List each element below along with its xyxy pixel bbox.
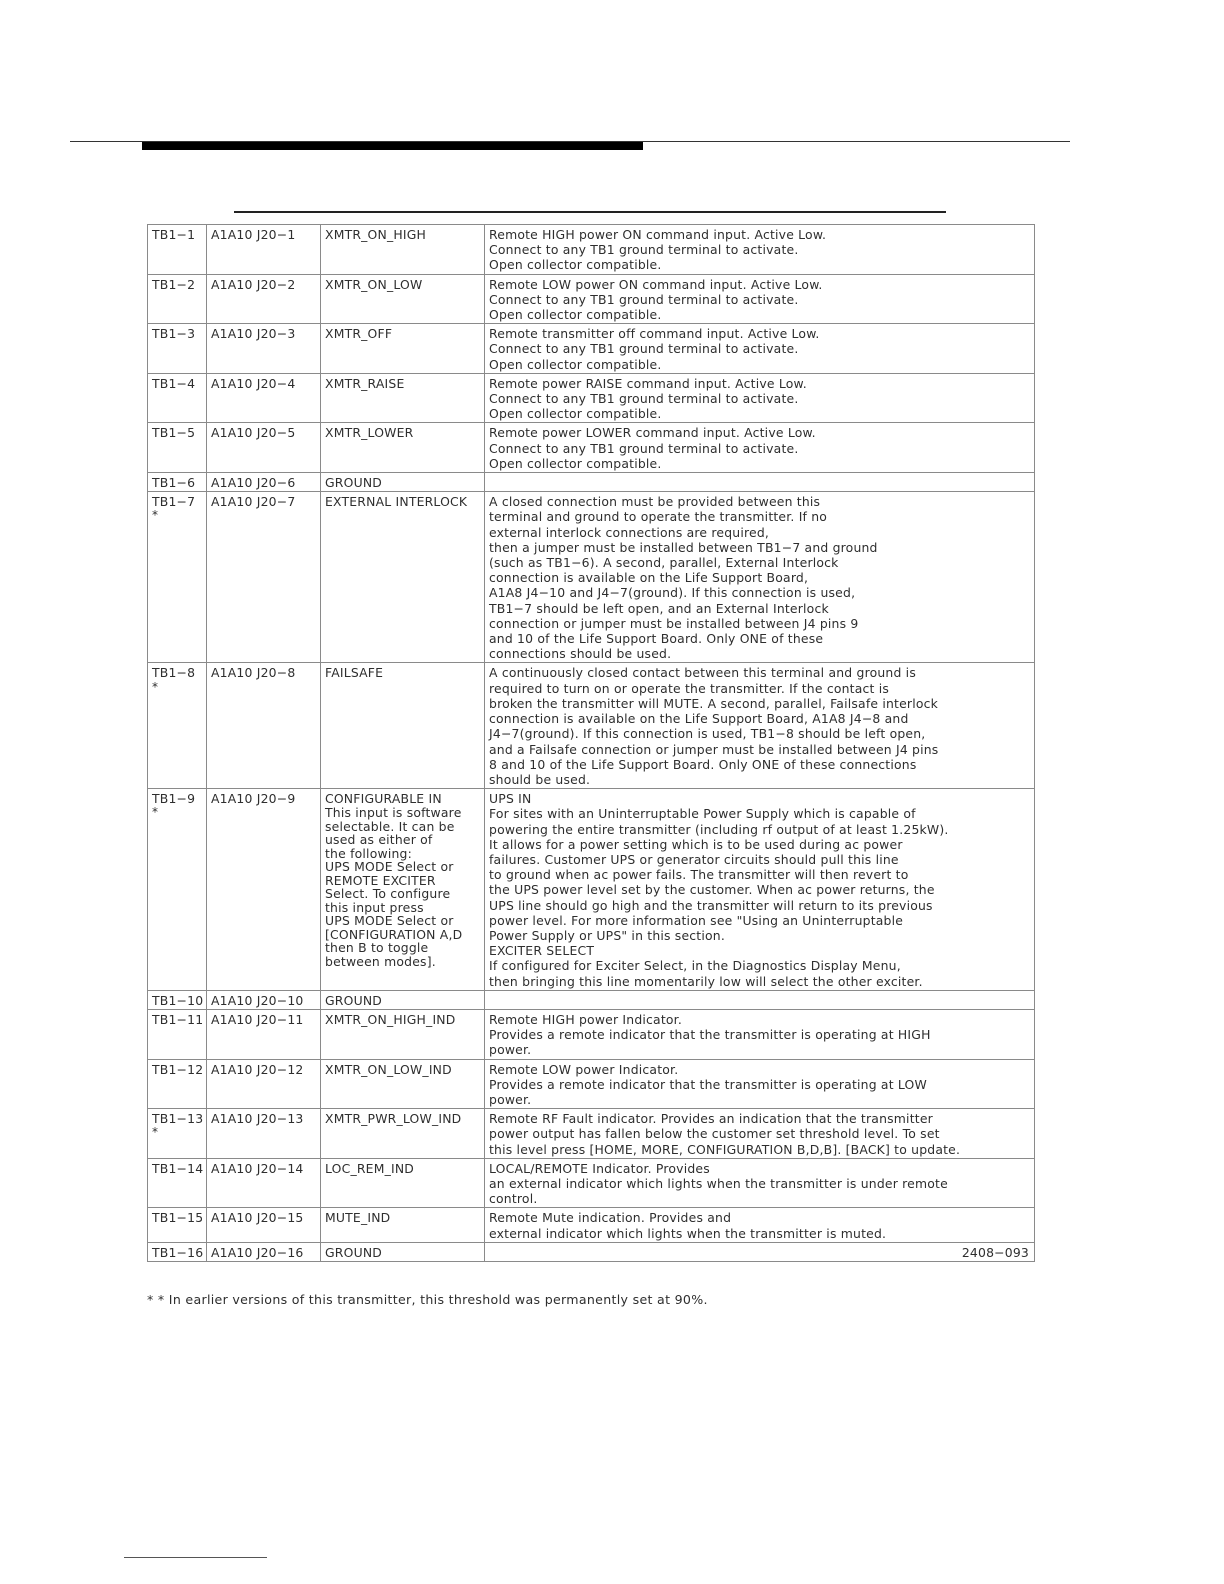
connector-label: A1A10 J20−12 [211,1061,304,1077]
footnote-star: * [152,1125,159,1140]
description-line: It allows for a power setting which is to be used during ac power [489,836,903,852]
footnote-star: * [152,679,159,694]
description-line: Open collector compatible. [489,356,662,372]
description-line: Connect to any TB1 ground terminal to activate. [489,242,799,258]
connector-label: A1A10 J20−6 [211,475,296,491]
terminal-cell [148,225,207,275]
signal-cell [321,423,485,473]
footnote-star: * [152,508,159,523]
table-row [148,1009,1035,1059]
connector-label: A1A10 J20−3 [211,326,296,342]
signal-cell [321,274,485,324]
description-cell [485,225,1035,275]
signal-cell [321,1109,485,1159]
connector-cell [207,274,321,324]
signal-cell [321,1059,485,1109]
description-line: control. [489,1191,538,1207]
description-line: an external indicator which lights when the transmitter is under remote [489,1175,948,1191]
terminal-label: TB1−7 [152,494,196,510]
terminal-label: TB1−6 [152,475,196,491]
terminal-label: TB1−13 [152,1111,204,1127]
connector-cell [207,492,321,663]
description-cell [485,1208,1035,1242]
description-line: A closed connection must be provided between this [489,494,821,510]
signal-note-line: UPS MODE Select or [325,913,454,929]
terminal-cell [148,1109,207,1159]
description-line: power level. For more information see "Using an Uninterruptable [489,912,904,928]
description-cell [485,274,1035,324]
description-line: Remote Mute indication. Provides and [489,1210,732,1226]
connector-label: A1A10 J20−11 [211,1011,304,1027]
table-row [148,324,1035,374]
table-title-rule [234,211,946,213]
description-cell [485,1109,1035,1159]
description-line: Power Supply or UPS" in this section. [489,927,725,943]
description-line: Remote HIGH power Indicator. [489,1011,682,1027]
signal-cell [321,324,485,374]
signal-note-line: the following: [325,845,412,861]
connector-cell [207,1158,321,1208]
header-rule-thick [142,142,643,150]
description-line: connections should be used. [489,646,672,662]
terminal-label: TB1−14 [152,1160,204,1176]
signal-note-line: Select. To configure [325,886,451,902]
description-line: external indicator which lights when the transmitter is muted. [489,1225,887,1241]
connector-label: A1A10 J20−7 [211,494,296,510]
terminal-cell [148,274,207,324]
description-line: then bringing this line momentarily low will select the other exciter. [489,973,923,989]
description-line: TB1−7 should be left open, and an External Interlock [489,600,829,616]
footnote-star: * [152,805,159,820]
description-line: For sites with an Uninterruptable Power Supply which is capable of [489,806,916,822]
signal-name: FAILSAFE [325,665,384,681]
description-cell [485,1158,1035,1208]
connector-label: A1A10 J20−14 [211,1160,304,1176]
description-line: terminal and ground to operate the transmitter. If no [489,509,828,525]
description-line: Connect to any TB1 ground terminal to activate. [489,291,799,307]
connector-label: A1A10 J20−16 [211,1244,304,1260]
signal-note-line: [CONFIGURATION A,D [325,926,463,942]
description-line: required to turn on or operate the transmitter. If the contact is [489,680,890,696]
table-row [148,789,1035,991]
terminal-label: TB1−9 [152,791,196,807]
signal-cell [321,373,485,423]
signal-name: XMTR_PWR_LOW_IND [325,1111,462,1127]
description-line: connection or jumper must be installed between J4 pins 9 [489,615,859,631]
figure-reference: 2408−093 [961,1244,1029,1260]
description-line: Connect to any TB1 ground terminal to activate. [489,341,799,357]
table-row [148,1109,1035,1159]
description-line: the UPS power level set by the customer. When ac power returns, the [489,882,935,898]
description-line: A continuously closed contact between this terminal and ground is [489,665,916,681]
description-line: Remote RF Fault indicator. Provides an indication that the transmitter [489,1111,933,1127]
connector-cell [207,473,321,492]
description-line: connection is available on the Life Support Board, [489,570,809,586]
connector-cell [207,423,321,473]
footer-rule [124,1557,267,1558]
connector-cell [207,1208,321,1242]
terminal-label: TB1−16 [152,1244,204,1260]
terminal-label: TB1−10 [152,992,204,1008]
table-row [148,373,1035,423]
description-line: Connect to any TB1 ground terminal to activate. [489,440,799,456]
signal-note-line: then B to toggle [325,940,429,956]
description-cell [485,492,1035,663]
table-row [148,1242,1035,1261]
signal-name: MUTE_IND [325,1210,391,1226]
description-line: power. [489,1091,532,1107]
table-row [148,473,1035,492]
description-line: (such as TB1−6). A second, parallel, External Interlock [489,555,839,571]
connector-cell [207,225,321,275]
connector-cell [207,1009,321,1059]
description-line: Provides a remote indicator that the transmitter is operating at LOW [489,1076,927,1092]
tb1-terminal-table [147,224,1035,1262]
connector-cell [207,663,321,789]
signal-note-line: used as either of [325,832,433,848]
terminal-label: TB1−15 [152,1210,204,1226]
signal-name: CONFIGURABLE IN [325,791,442,807]
connector-label: A1A10 J20−5 [211,425,296,441]
signal-note-line: UPS MODE Select or [325,859,454,875]
description-line: Remote power RAISE command input. Active Low. [489,375,807,391]
signal-cell [321,663,485,789]
signal-name: XMTR_RAISE [325,375,405,391]
terminal-cell [148,1009,207,1059]
terminal-label: TB1−11 [152,1011,204,1027]
description-line: J4−7(ground). If this connection is used, TB1−8 should be left open, [489,726,926,742]
signal-name: XMTR_ON_LOW [325,276,423,292]
signal-name: GROUND [325,992,383,1008]
signal-note-line: This input is software [325,805,462,821]
description-line: power. [489,1042,532,1058]
description-line: Open collector compatible. [489,455,662,471]
description-line: Remote transmitter off command input. Active Low. [489,326,820,342]
signal-cell [321,1208,485,1242]
description-line: LOCAL/REMOTE Indicator. Provides [489,1160,710,1176]
description-line: and a Failsafe connection or jumper must be installed between J4 pins [489,741,939,757]
connector-label: A1A10 J20−2 [211,276,296,292]
terminal-cell [148,1208,207,1242]
description-line: power output has fallen below the customer set threshold level. To set [489,1126,940,1142]
description-line: external interlock connections are required, [489,524,770,540]
table-row [148,663,1035,789]
description-line: broken the transmitter will MUTE. A second, parallel, Failsafe interlock [489,695,939,711]
table-row [148,225,1035,275]
terminal-label: TB1−8 [152,665,196,681]
signal-note-line: this input press [325,899,424,915]
description-line: to ground when ac power fails. The transmitter will then revert to [489,867,909,883]
description-cell [485,789,1035,991]
description-line: powering the entire transmitter (including rf output of at least 1.25kW). [489,821,949,837]
signal-name: GROUND [325,475,383,491]
signal-name: XMTR_ON_LOW_IND [325,1061,452,1077]
description-line: 8 and 10 of the Life Support Board. Only ONE of these connections [489,756,917,772]
description-cell [485,324,1035,374]
description-cell [485,423,1035,473]
terminal-label: TB1−5 [152,425,196,441]
signal-name: EXTERNAL INTERLOCK [325,494,468,510]
terminal-cell [148,1242,207,1261]
description-line: Connect to any TB1 ground terminal to activate. [489,391,799,407]
description-line: this level press [HOME, MORE, CONFIGURATION B,D,B]. [BACK] to update. [489,1141,961,1157]
connector-cell [207,1242,321,1261]
description-line: should be used. [489,771,591,787]
table-row [148,1208,1035,1242]
description-line: EXCITER SELECT [489,943,595,959]
connector-cell [207,789,321,991]
terminal-cell [148,324,207,374]
signal-name: LOC_REM_IND [325,1160,415,1176]
table-row [148,423,1035,473]
terminal-cell [148,1158,207,1208]
signal-cell [321,1009,485,1059]
signal-cell [321,1158,485,1208]
description-line: failures. Customer UPS or generator circuits should pull this line [489,851,899,867]
terminal-label: TB1−12 [152,1061,204,1077]
terminal-label: TB1−4 [152,375,196,391]
description-cell [485,1242,1035,1261]
connector-label: A1A10 J20−4 [211,375,296,391]
terminal-cell [148,473,207,492]
description-line: UPS IN [489,791,532,807]
terminal-label: TB1−1 [152,227,196,242]
terminal-label: TB1−2 [152,276,196,292]
signal-note-line: selectable. It can be [325,818,455,834]
description-line: Open collector compatible. [489,257,662,273]
signal-cell [321,492,485,663]
signal-cell [321,473,485,492]
table-row [148,990,1035,1009]
description-line: Provides a remote indicator that the transmitter is operating at HIGH [489,1027,931,1043]
description-line: Open collector compatible. [489,307,662,323]
connector-label: A1A10 J20−10 [211,992,304,1008]
connector-label: A1A10 J20−9 [211,791,296,807]
connector-cell [207,324,321,374]
description-line: Remote LOW power ON command input. Active Low. [489,276,823,292]
description-cell [485,373,1035,423]
description-line: and 10 of the Life Support Board. Only ONE of these [489,631,824,647]
description-line: Remote HIGH power ON command input. Active Low. [489,227,827,242]
terminal-cell [148,1059,207,1109]
terminal-cell [148,663,207,789]
footnote: * * In earlier versions of this transmitter, this threshold was permanently set at 90%. [147,1292,708,1307]
terminal-cell [148,789,207,991]
terminal-cell [148,990,207,1009]
description-line: Remote power LOWER command input. Active Low. [489,425,816,441]
description-line: If configured for Exciter Select, in the Diagnostics Display Menu, [489,958,901,974]
signal-cell [321,225,485,275]
table-row [148,1158,1035,1208]
connector-cell [207,990,321,1009]
signal-cell [321,1242,485,1261]
description-line: A1A8 J4−10 and J4−7(ground). If this connection is used, [489,585,856,601]
connector-cell [207,1059,321,1109]
tb1-table-body [148,225,1035,1262]
signal-name: GROUND [325,1244,383,1260]
description-line: connection is available on the Life Support Board, A1A8 J4−8 and [489,711,909,727]
signal-note-line: REMOTE EXCITER [325,872,436,888]
connector-label: A1A10 J20−15 [211,1210,304,1226]
connector-cell [207,373,321,423]
description-cell [485,473,1035,492]
description-line: UPS line should go high and the transmitter will return to its previous [489,897,933,913]
connector-label: A1A10 J20−1 [211,227,296,242]
table-row [148,274,1035,324]
terminal-cell [148,373,207,423]
signal-note-line: between modes]. [325,953,436,969]
signal-cell [321,789,485,991]
signal-name: XMTR_LOWER [325,425,414,441]
terminal-cell [148,492,207,663]
terminal-label: TB1−3 [152,326,196,342]
signal-cell [321,990,485,1009]
description-line: Open collector compatible. [489,406,662,422]
description-cell [485,663,1035,789]
signal-name: XMTR_OFF [325,326,393,342]
connector-label: A1A10 J20−13 [211,1111,304,1127]
description-line: Remote LOW power Indicator. [489,1061,679,1077]
description-cell [485,990,1035,1009]
signal-name: XMTR_ON_HIGH [325,227,427,242]
signal-note [325,806,481,968]
connector-cell [207,1109,321,1159]
description-cell [485,1059,1035,1109]
signal-name: XMTR_ON_HIGH_IND [325,1011,456,1027]
connector-label: A1A10 J20−8 [211,665,296,681]
description-line: then a jumper must be installed between TB1−7 and ground [489,539,878,555]
table-row [148,1059,1035,1109]
description-cell [485,1009,1035,1059]
table-row [148,492,1035,663]
terminal-cell [148,423,207,473]
